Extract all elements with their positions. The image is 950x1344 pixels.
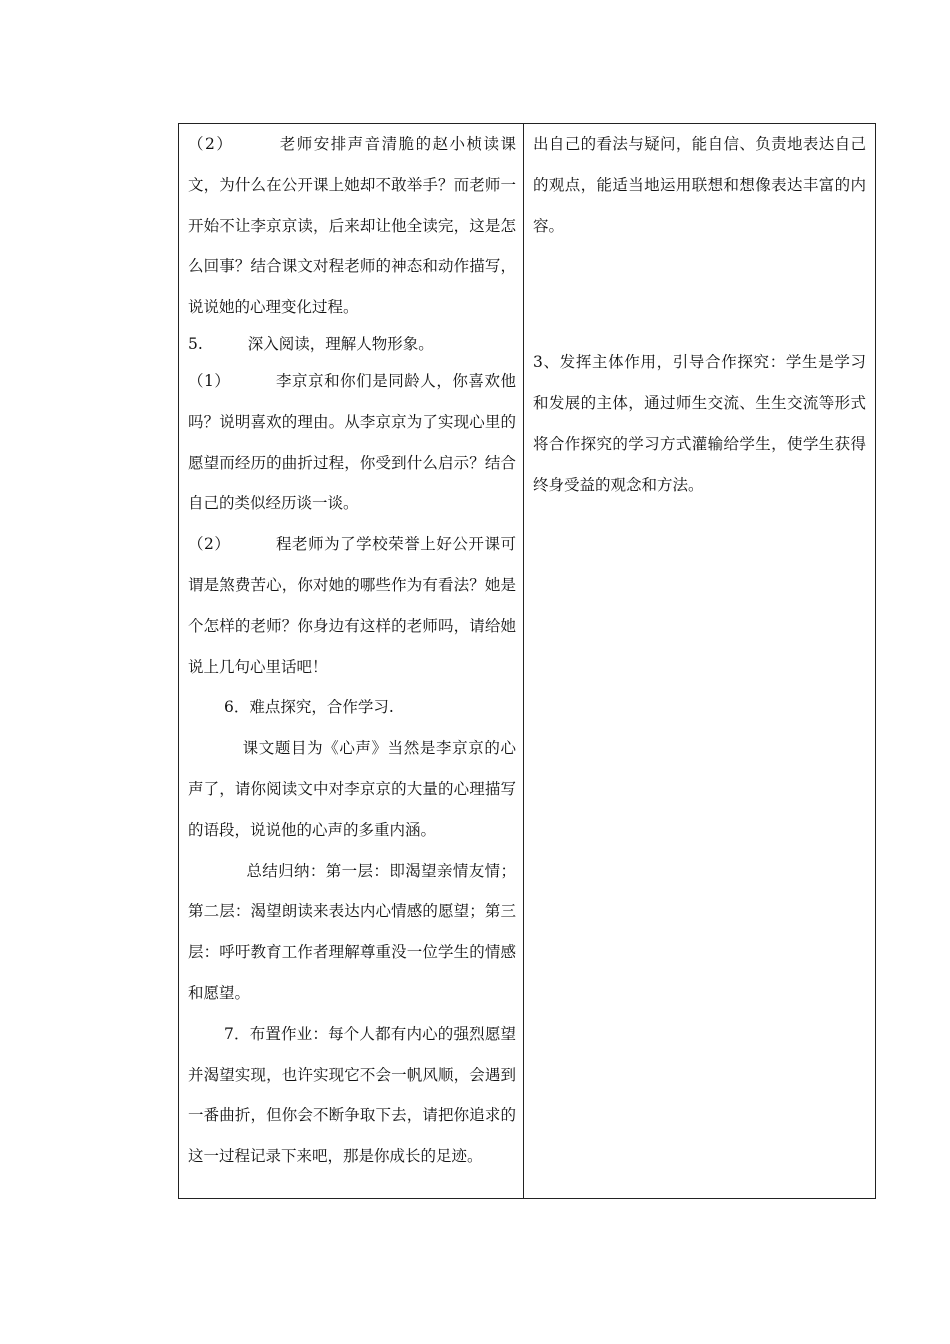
- right-column: [533, 124, 866, 506]
- paragraph-text: 7．布置作业：每个人都有内心的强烈愿望并渴望实现，也许实现它不会一帆风顺，会遇到一番曲折，但你会不断争取下去，请把你追求的这一过程记录下来吧，那是你成长的足迹。: [188, 1024, 516, 1166]
- paragraph-text: 6．难点探究，合作学习.: [224, 698, 394, 717]
- goal-continuation-paragraph: [533, 124, 866, 246]
- item-number: （2）: [188, 135, 234, 153]
- paragraph-text: 深入阅读，理解人物形象。: [247, 334, 434, 353]
- question-2-paragraph: [188, 124, 516, 328]
- paragraph-text: 出自己的看法与疑问，能自信、负责地表达自己的观点，能适当地运用联想和想像表达丰富的内容。: [533, 135, 866, 235]
- goal-3-paragraph: [533, 342, 866, 505]
- lesson-plan-table: [178, 123, 876, 1199]
- step-5-heading: [188, 328, 516, 361]
- step-6-paragraph: [188, 728, 516, 850]
- paragraph-text: 课文题目为《心声》当然是李京京的心声了，请你阅读文中对李京京的大量的心理描写的语段，说说他的心声的多重内涵。: [188, 739, 516, 839]
- question-2b-paragraph: [188, 524, 516, 687]
- item-number: （2）: [188, 535, 231, 554]
- paragraph-text: 老师安排声音清脆的赵小桢读课文，为什么在公开课上她却不敢举手？而老师一开始不让李京京读，后来却让他全读完，这是怎么回事？结合课文对程老师的神态和动作描写，说说她的心理变化过程。: [188, 135, 516, 317]
- question-1-paragraph: [188, 361, 516, 524]
- paragraph-text: 程老师为了学校荣誉上好公开课可谓是煞费苦心，你对她的哪些作为有看法？她是个怎样的老师？你身边有这样的老师吗，请给她说上几句心里话吧！: [188, 535, 516, 676]
- step-7-paragraph: [188, 1014, 516, 1177]
- paragraph-text: 总结归纳：第一层：即渴望亲情友情；第二层：渴望朗读来表达内心情感的愿望；第三层：呼吁教育工作者理解尊重没一位学生的情感和愿望。: [188, 861, 516, 1002]
- item-number: （1）: [188, 371, 231, 390]
- paragraph-text: 3、发挥主体作用，引导合作探究：学生是学习和发展的主体，通过师生交流、生生交流等形式将合作探究的学习方式灌输给学生，使学生获得终身受益的观念和方法。: [533, 353, 866, 494]
- paragraph-text: 李京京和你们是同龄人，你喜欢他吗？说明喜欢的理由。从李京京为了实现心里的愿望而经历的曲折过程，你受到什么启示？结合自己的类似经历谈一谈。: [188, 371, 516, 513]
- left-column: [188, 124, 516, 1177]
- column-divider: [523, 124, 524, 1198]
- summary-paragraph: [188, 851, 516, 1014]
- step-6-heading: [188, 687, 516, 728]
- item-number: 5.: [188, 334, 203, 353]
